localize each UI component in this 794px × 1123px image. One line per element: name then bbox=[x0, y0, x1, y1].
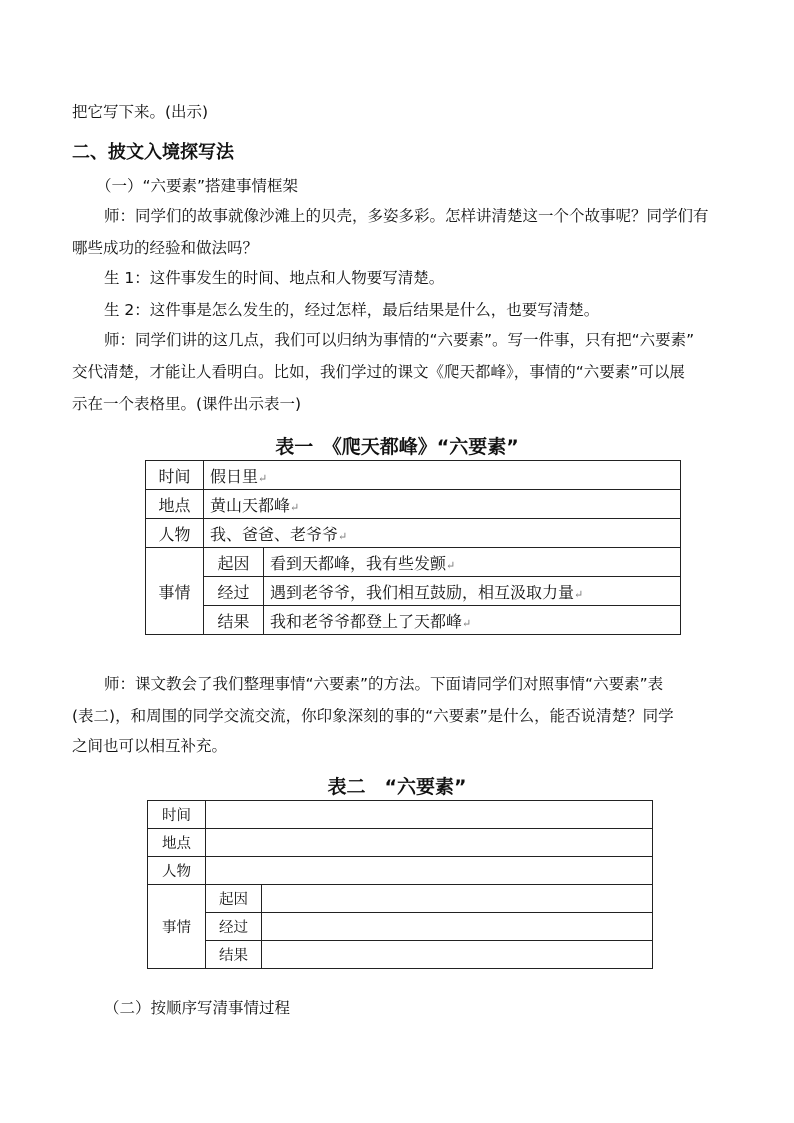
paragraph-3: 生 2：这件事是怎么发生的，经过怎样，最后结果是什么，也要写清楚。 bbox=[104, 301, 600, 319]
row-label: 时间 bbox=[146, 461, 204, 490]
event-label: 事情 bbox=[146, 548, 204, 635]
event-sub-label: 起因 bbox=[204, 548, 264, 577]
row-value: 黄山天都峰↵ bbox=[204, 490, 681, 519]
table-row bbox=[148, 829, 653, 857]
six-elements-table-2 bbox=[147, 800, 653, 969]
subsection-heading-1: （一）“六要素”搭建事情框架 bbox=[96, 177, 299, 195]
row-value-empty[interactable] bbox=[206, 829, 653, 857]
table-row bbox=[146, 548, 681, 577]
event-value-empty[interactable] bbox=[262, 885, 653, 913]
event-sub-label: 结果 bbox=[204, 606, 264, 635]
event-sub-label: 起因 bbox=[206, 885, 262, 913]
paragraph-2: 生 1：这件事发生的时间、地点和人物要写清楚。 bbox=[104, 269, 445, 287]
row-label: 地点 bbox=[148, 829, 206, 857]
paragraph-4-line-2: 交代清楚，才能让人看明白。比如，我们学过的课文《爬天都峰》，事情的“六要素”可以展 bbox=[72, 363, 685, 381]
table-row bbox=[148, 941, 653, 969]
table-row bbox=[148, 885, 653, 913]
row-value-empty[interactable] bbox=[206, 801, 653, 829]
table-row bbox=[148, 857, 653, 885]
event-value: 看到天都峰，我有些发颤↵ bbox=[264, 548, 681, 577]
event-label: 事情 bbox=[148, 885, 206, 969]
event-sub-label: 结果 bbox=[206, 941, 262, 969]
event-value-empty[interactable] bbox=[262, 941, 653, 969]
event-sub-label: 经过 bbox=[206, 913, 262, 941]
row-value: 假日里↵ bbox=[204, 461, 681, 490]
table-row bbox=[148, 913, 653, 941]
row-label: 地点 bbox=[146, 490, 204, 519]
paragraph-5-line-1: 师：课文教会了我们整理事情“六要素”的方法。下面请同学们对照事情“六要素”表 bbox=[104, 675, 664, 693]
paragraph-4-line-1: 师：同学们讲的这几点，我们可以归纳为事情的“六要素”。写一件事，只有把“六要素” bbox=[104, 331, 695, 349]
table1-caption: 表一 《爬天都峰》“六要素” bbox=[275, 436, 519, 458]
table-row bbox=[146, 490, 681, 519]
row-value: 我、爸爸、老爷爷↵ bbox=[204, 519, 681, 548]
paragraph-5-line-3: 之间也可以相互补充。 bbox=[72, 737, 228, 755]
event-sub-label: 经过 bbox=[204, 577, 264, 606]
row-label: 人物 bbox=[146, 519, 204, 548]
event-value: 我和老爷爷都登上了天都峰↵ bbox=[264, 606, 681, 635]
six-elements-table-1 bbox=[145, 460, 681, 635]
row-label: 人物 bbox=[148, 857, 206, 885]
table-row bbox=[146, 519, 681, 548]
paragraph-4-line-3: 示在一个表格里。(课件出示表一) bbox=[72, 395, 302, 413]
event-value: 遇到老爷爷，我们相互鼓励，相互汲取力量↵ bbox=[264, 577, 681, 606]
section-heading: 二、披文入境探写法 bbox=[72, 142, 234, 163]
event-value-empty[interactable] bbox=[262, 913, 653, 941]
table-row bbox=[146, 461, 681, 490]
table2-caption: 表二 “六要素” bbox=[327, 776, 467, 798]
paragraph-1-line-2: 哪些成功的经验和做法吗？ bbox=[72, 239, 259, 257]
table-row bbox=[146, 606, 681, 635]
paragraph-5-line-2: (表二)，和周围的同学交流交流，你印象深刻的事的“六要素”是什么，能否说清楚？同学 bbox=[72, 707, 674, 725]
paragraph-1-line-1: 师：同学们的故事就像沙滩上的贝壳，多姿多彩。怎样讲清楚这一个个故事呢？同学们有 bbox=[104, 207, 709, 225]
table-row bbox=[146, 577, 681, 606]
row-value-empty[interactable] bbox=[206, 857, 653, 885]
subsection-heading-2: （二）按顺序写清事情过程 bbox=[104, 999, 291, 1017]
table-row bbox=[148, 801, 653, 829]
intro-line: 把它写下来。(出示) bbox=[72, 103, 209, 121]
row-label: 时间 bbox=[148, 801, 206, 829]
